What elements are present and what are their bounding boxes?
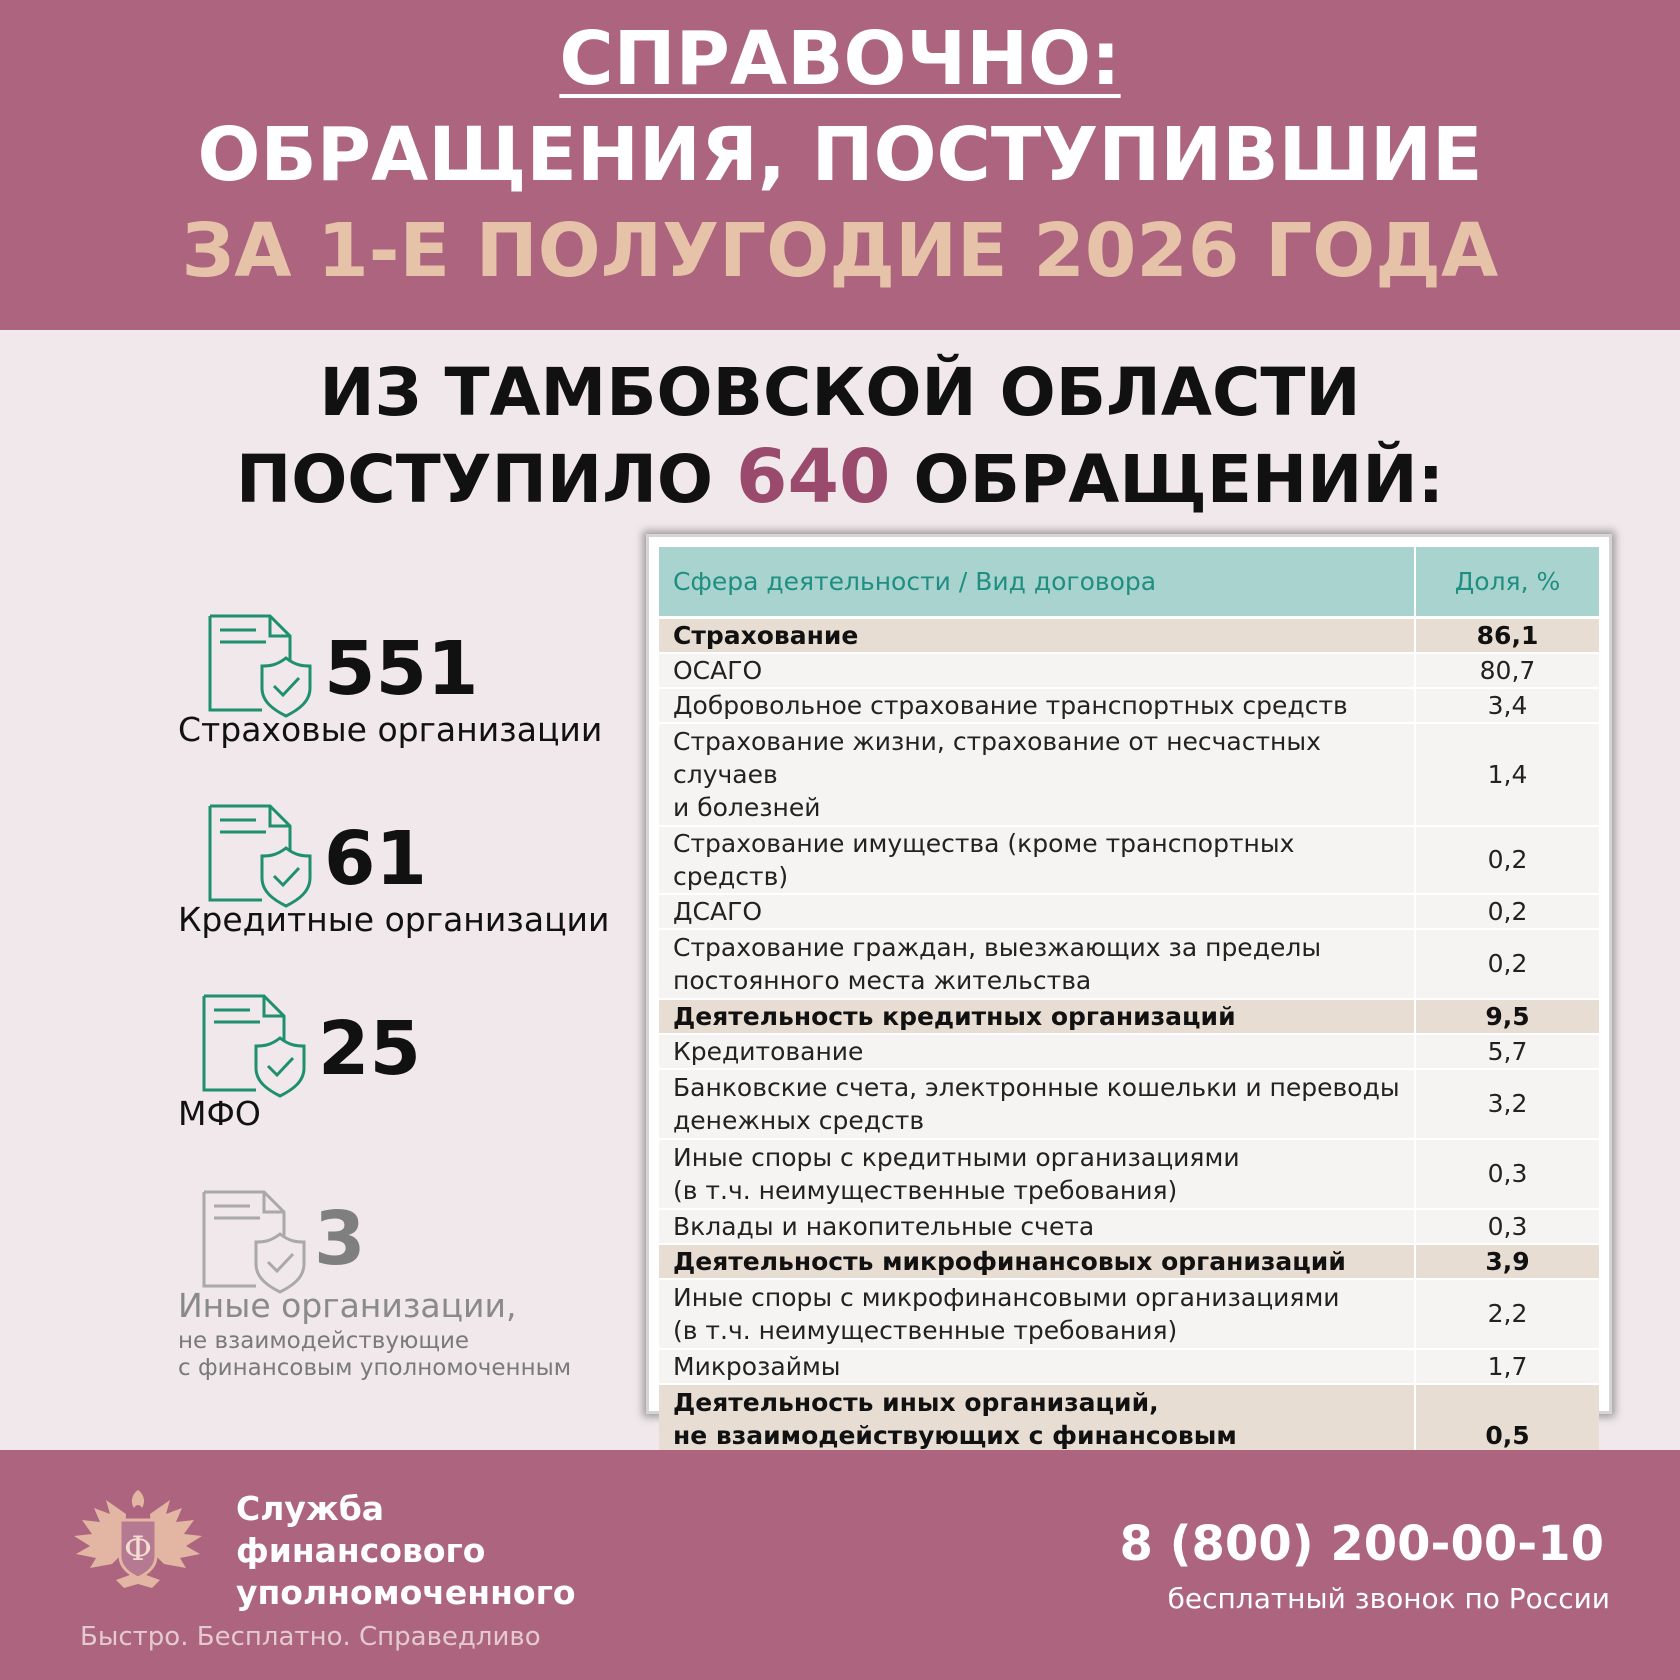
stat-label: Иные организации, — [178, 1286, 517, 1325]
org-name: Служба финансового уполномоченного — [236, 1489, 576, 1612]
stat-block — [0, 614, 620, 794]
column-header-share: Доля, % — [1415, 547, 1599, 617]
row-name: ДСАГО — [659, 894, 1415, 929]
row-name: Страхование имущества (кроме транспортных средств) — [659, 826, 1415, 894]
row-name: Деятельность микрофинансовых организаций — [659, 1244, 1415, 1279]
stat-label: Кредитные организации — [178, 900, 610, 939]
table-category-row — [659, 1244, 1599, 1279]
hotline-note: бесплатный звонок по России — [1167, 1582, 1610, 1615]
table-category-row — [659, 617, 1599, 653]
row-share: 3,2 — [1415, 1069, 1599, 1139]
stat-block — [0, 804, 620, 984]
svg-text:Ф: Ф — [123, 1529, 153, 1569]
stat-label: МФО — [178, 1094, 261, 1133]
stat-label: Страховые организации — [178, 710, 603, 749]
table-row — [659, 894, 1599, 929]
row-name: Страхование жизни, страхование от несчастных случаев и болезней — [659, 723, 1415, 826]
table-row — [659, 1139, 1599, 1209]
stat-block — [0, 994, 620, 1174]
table-row — [659, 826, 1599, 894]
document-shield-icon — [200, 1190, 312, 1294]
total-prefix: ПОСТУПИЛО — [235, 441, 714, 518]
table-row — [659, 1034, 1599, 1069]
footer — [0, 1450, 1680, 1680]
share-table — [659, 547, 1599, 1488]
row-share: 0,3 — [1415, 1209, 1599, 1244]
header-title: СПРАВОЧНО: — [559, 16, 1121, 102]
row-name: Кредитование — [659, 1034, 1415, 1069]
row-share: 1,4 — [1415, 723, 1599, 826]
row-share: 2,2 — [1415, 1279, 1599, 1349]
table-row — [659, 1209, 1599, 1244]
row-share: 0,5 — [1415, 1384, 1599, 1487]
table-category-row — [659, 999, 1599, 1034]
header-line-2: ОБРАЩЕНИЯ, ПОСТУПИВШИЕ — [197, 112, 1483, 198]
row-name: Вклады и накопительные счета — [659, 1209, 1415, 1244]
table-row — [659, 1069, 1599, 1139]
share-table-card — [646, 534, 1612, 1450]
table-row — [659, 1279, 1599, 1349]
table-row — [659, 653, 1599, 688]
row-name: Иные споры с микрофинансовыми организациями (в т.ч. неимущественные требования) — [659, 1279, 1415, 1349]
stat-value: 3 — [314, 1196, 366, 1282]
column-header-sphere: Сфера деятельности / Вид договора — [659, 547, 1415, 617]
total-suffix: ОБРАЩЕНИЙ: — [913, 441, 1445, 518]
table-header-row — [659, 547, 1599, 617]
stat-block — [0, 1190, 620, 1381]
row-name: Страхование граждан, выезжающих за пределы постоянного места жительства — [659, 929, 1415, 999]
total-count: 640 — [736, 434, 891, 520]
row-name: Иные споры с кредитными организациями (в т.ч. неимущественные требования) — [659, 1139, 1415, 1209]
stat-value: 25 — [318, 1006, 421, 1092]
stat-note: не взаимодействующие с финансовым уполномоченным — [178, 1328, 572, 1381]
row-name: Добровольное страхование транспортных средств — [659, 688, 1415, 723]
stat-value: 61 — [324, 816, 427, 902]
row-share: 3,9 — [1415, 1244, 1599, 1279]
table-row — [659, 929, 1599, 999]
row-share: 5,7 — [1415, 1034, 1599, 1069]
total-heading — [0, 434, 1680, 520]
table-row — [659, 688, 1599, 723]
row-share: 0,2 — [1415, 929, 1599, 999]
row-name: ОСАГО — [659, 653, 1415, 688]
row-share: 0,2 — [1415, 894, 1599, 929]
hotline-phone[interactable]: 8 (800) 200-00-10 — [1119, 1516, 1604, 1572]
row-name: Деятельность кредитных организаций — [659, 999, 1415, 1034]
row-share: 0,2 — [1415, 826, 1599, 894]
row-name: Микрозаймы — [659, 1349, 1415, 1384]
header-period: ЗА 1-Е ПОЛУГОДИЕ 2026 ГОДА — [181, 208, 1499, 294]
row-share: 86,1 — [1415, 617, 1599, 653]
row-name: Страхование — [659, 617, 1415, 653]
region-heading: ИЗ ТАМБОВСКОЙ ОБЛАСТИ — [319, 354, 1361, 431]
row-name: Деятельность иных организаций, не взаимодействующих с финансовым — [659, 1384, 1415, 1487]
header-banner — [0, 0, 1680, 330]
document-shield-icon — [206, 804, 318, 908]
row-share: 3,4 — [1415, 688, 1599, 723]
table-row — [659, 723, 1599, 826]
document-shield-icon — [200, 994, 312, 1098]
eagle-emblem-icon — [66, 1480, 210, 1600]
stat-value: 551 — [324, 626, 479, 712]
row-name: Банковские счета, электронные кошельки и переводы денежных средств — [659, 1069, 1415, 1139]
document-shield-icon — [206, 614, 318, 718]
row-share: 0,3 — [1415, 1139, 1599, 1209]
slogan: Быстро. Бесплатно. Справедливо — [80, 1622, 541, 1652]
row-share: 9,5 — [1415, 999, 1599, 1034]
row-share: 1,7 — [1415, 1349, 1599, 1384]
table-row — [659, 1349, 1599, 1384]
row-share: 80,7 — [1415, 653, 1599, 688]
